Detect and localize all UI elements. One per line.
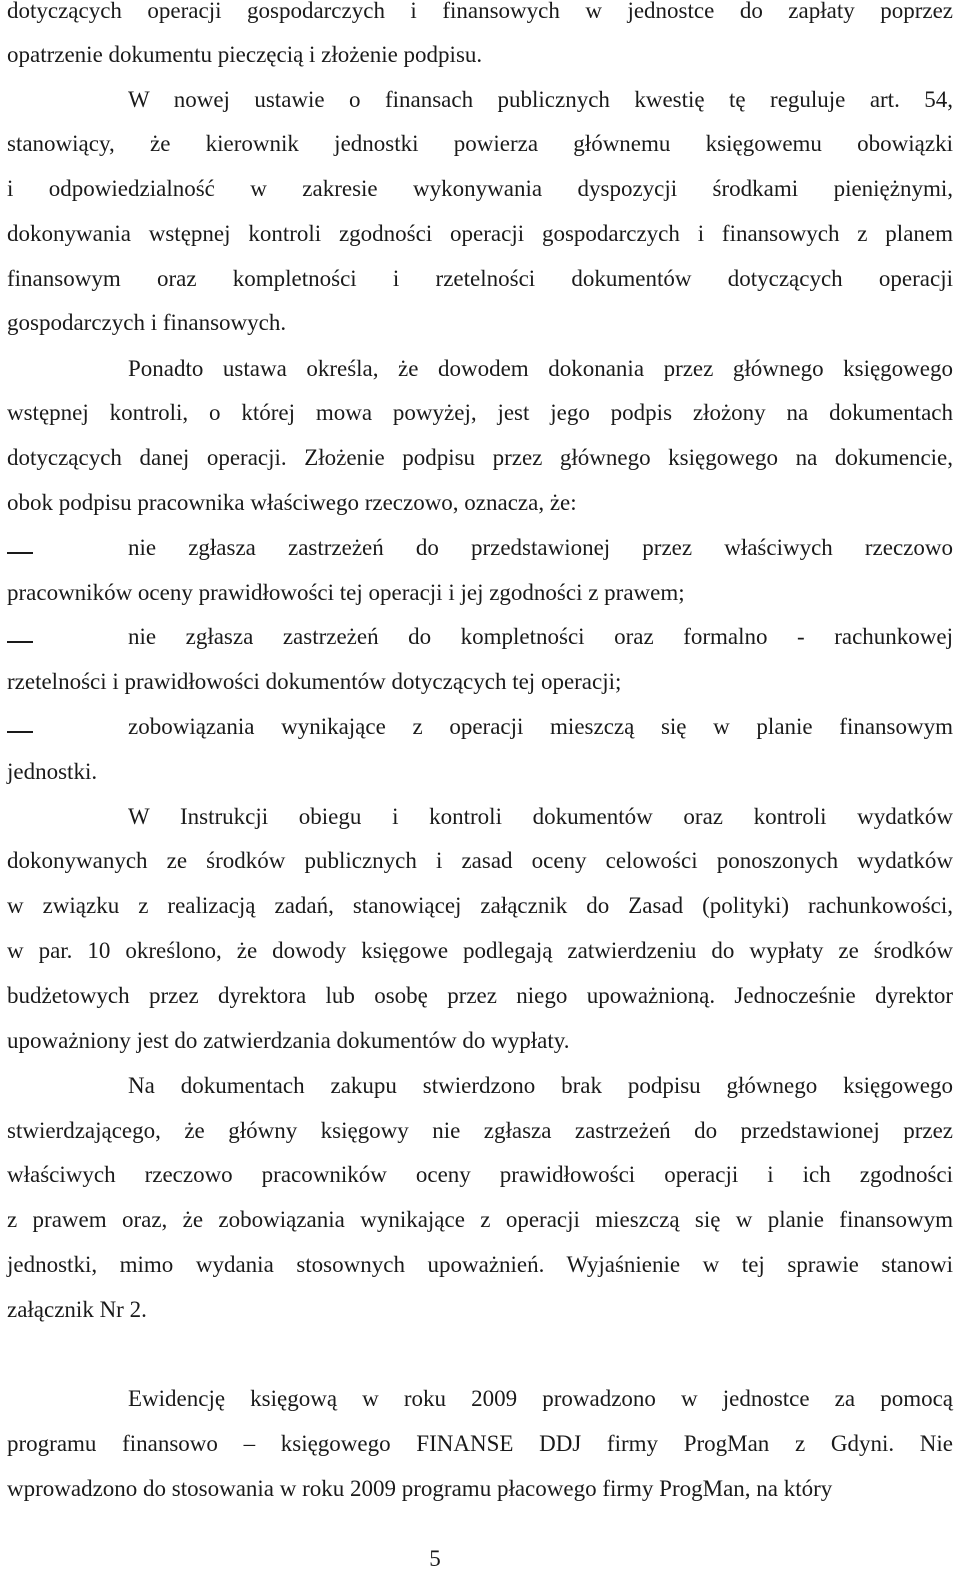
text-line: W nowej ustawie o finansach publicznych kwestię tę reguluje art. 54, xyxy=(128,87,953,112)
text-line: nie zgłasza zastrzeżeń do przedstawionej przez właściwych rzeczowo xyxy=(128,535,953,560)
text-line: dokonywanych ze środków publicznych i zasad oceny celowości ponoszonych wydatków xyxy=(7,848,953,873)
text-line: dokonywania wstępnej kontroli zgodności operacji gospodarczych i finansowych z planem xyxy=(7,221,953,246)
text-line: stwierdzającego, że główny księgowy nie zgłasza zastrzeżeń do przedstawionej przez xyxy=(7,1118,953,1143)
text-line: jednostki, mimo wydania stosownych upoważnień. Wyjaśnienie w tej sprawie stanowi xyxy=(7,1252,953,1277)
text-line: obok podpisu pracownika właściwego rzeczowo, oznacza, że: xyxy=(7,490,577,515)
text-line: w par. 10 określono, że dowody księgowe podlegają zatwierdzeniu do wypłaty ze środków xyxy=(7,938,953,963)
text-line: wstępnej kontroli, o której mowa powyżej, jest jego podpis złożony na dokumentach xyxy=(7,400,953,425)
text-line: finansowym oraz kompletności i rzetelności dokumentów dotyczących operacji xyxy=(7,266,953,291)
text-line: opatrzenie dokumentu pieczęcią i złożenie podpisu. xyxy=(7,42,483,67)
text-line: nie zgłasza zastrzeżeń do kompletności oraz formalno - rachunkowej xyxy=(128,624,953,649)
list-bullet-dash xyxy=(7,731,33,733)
text-line: Ewidencję księgową w roku 2009 prowadzono w jednostce za pomocą xyxy=(128,1386,953,1411)
list-bullet-dash xyxy=(7,641,33,643)
text-line: wprowadzono do stosowania w roku 2009 programu płacowego firmy ProgMan, na który xyxy=(7,1476,833,1501)
text-line: załącznik Nr 2. xyxy=(7,1297,147,1322)
text-line: budżetowych przez dyrektora lub osobę przez niego upoważnioną. Jednocześnie dyrektor xyxy=(7,983,953,1008)
text-line: dotyczących danej operacji. Złożenie podpisu przez głównego księgowego na dokumencie, xyxy=(7,445,953,470)
text-line: rzetelności i prawidłowości dokumentów dotyczących tej operacji; xyxy=(7,669,622,694)
text-line: pracowników oceny prawidłowości tej operacji i jej zgodności z prawem; xyxy=(7,580,685,605)
text-line: zobowiązania wynikające z operacji mieszczą się w planie finansowym xyxy=(128,714,953,739)
text-line: W Instrukcji obiegu i kontroli dokumentów oraz kontroli wydatków xyxy=(128,804,953,829)
text-line: jednostki. xyxy=(7,759,98,784)
text-line: dotyczących operacji gospodarczych i finansowych w jednostce do zapłaty poprzez xyxy=(7,0,953,23)
list-bullet-dash xyxy=(7,552,33,554)
text-line: Ponadto ustawa określa, że dowodem dokonania przez głównego księgowego xyxy=(128,356,953,381)
text-line: upoważniony jest do zatwierdzania dokumentów do wypłaty. xyxy=(7,1028,570,1053)
text-line: z prawem oraz, że zobowiązania wynikające z operacji mieszczą się w planie finansowym xyxy=(7,1207,953,1232)
page-number: 5 xyxy=(429,1546,441,1571)
text-line: gospodarczych i finansowych. xyxy=(7,310,287,335)
text-line: programu finansowo – księgowego FINANSE DDJ firmy ProgMan z Gdyni. Nie xyxy=(7,1431,953,1456)
text-line: w związku z realizacją zadań, stanowiącej załącznik do Zasad (polityki) rachunkowości, xyxy=(7,893,953,918)
text-line: i odpowiedzialność w zakresie wykonywania dyspozycji środkami pieniężnymi, xyxy=(7,176,953,201)
text-line: właściwych rzeczowo pracowników oceny prawidłowości operacji i ich zgodności xyxy=(7,1162,953,1187)
text-line: stanowiący, że kierownik jednostki powierza głównemu księgowemu obowiązki xyxy=(7,131,953,156)
text-line: Na dokumentach zakupu stwierdzono brak podpisu głównego księgowego xyxy=(128,1073,953,1098)
